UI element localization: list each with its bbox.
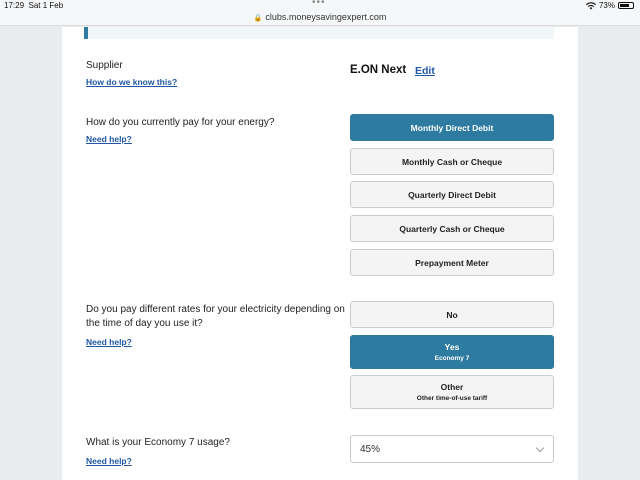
option-label: Quarterly Direct Debit: [408, 189, 496, 200]
status-time-date: 17:29 Sat 1 Feb: [4, 1, 64, 10]
option-label: Other: [440, 382, 464, 392]
option-label: Yes: [444, 342, 460, 352]
option-label: Prepayment Meter: [415, 257, 489, 268]
rates-option-2[interactable]: [350, 375, 554, 409]
economy7-question: What is your Economy 7 usage?: [86, 437, 230, 448]
chevron-down-icon: [536, 444, 544, 452]
payment-option-1[interactable]: [350, 148, 554, 175]
rates-option-0[interactable]: [350, 301, 554, 328]
payment-option-4[interactable]: [350, 249, 554, 276]
rates-option-1[interactable]: [350, 335, 554, 369]
lock-icon: 🔒: [253, 15, 263, 22]
supplier-name: E.ON Next: [350, 64, 407, 76]
browser-menu-dots[interactable]: •••: [312, 0, 326, 8]
option-label: Quarterly Cash or Cheque: [399, 223, 505, 234]
battery-icon: [618, 2, 634, 9]
option-sublabel: Other time-of-use tariff: [416, 395, 488, 402]
economy7-help-link[interactable]: Need help?: [86, 456, 132, 466]
supplier-help-link[interactable]: How do we know this?: [86, 77, 178, 87]
supplier-label: Supplier: [86, 60, 123, 71]
rates-help-link[interactable]: Need help?: [86, 337, 132, 347]
option-label: No: [446, 309, 458, 320]
wifi-icon: [586, 2, 596, 10]
option-sublabel: Economy 7: [434, 355, 470, 362]
edit-supplier-link[interactable]: Edit: [415, 65, 435, 77]
rates-question: Do you pay different rates for your electricity depending on the time of day you use it?: [86, 304, 345, 329]
payment-option-3[interactable]: [350, 215, 554, 242]
payment-option-0[interactable]: [350, 114, 554, 141]
battery-percent: 73%: [598, 1, 615, 10]
url-text: clubs.moneysavingexpert.com: [265, 12, 387, 22]
payment-help-link[interactable]: Need help?: [86, 134, 132, 144]
info-box: [84, 27, 554, 39]
option-label: Monthly Direct Debit: [410, 122, 494, 133]
payment-question: How do you currently pay for your energy?: [86, 117, 275, 128]
option-label: Monthly Cash or Cheque: [401, 156, 503, 167]
status-bar: [0, 0, 640, 12]
economy7-usage-value: 45%: [360, 443, 381, 455]
economy7-usage-select[interactable]: [350, 435, 554, 463]
address-bar[interactable]: [0, 12, 640, 26]
energy-form-card: [62, 27, 578, 480]
payment-option-2[interactable]: [350, 181, 554, 208]
